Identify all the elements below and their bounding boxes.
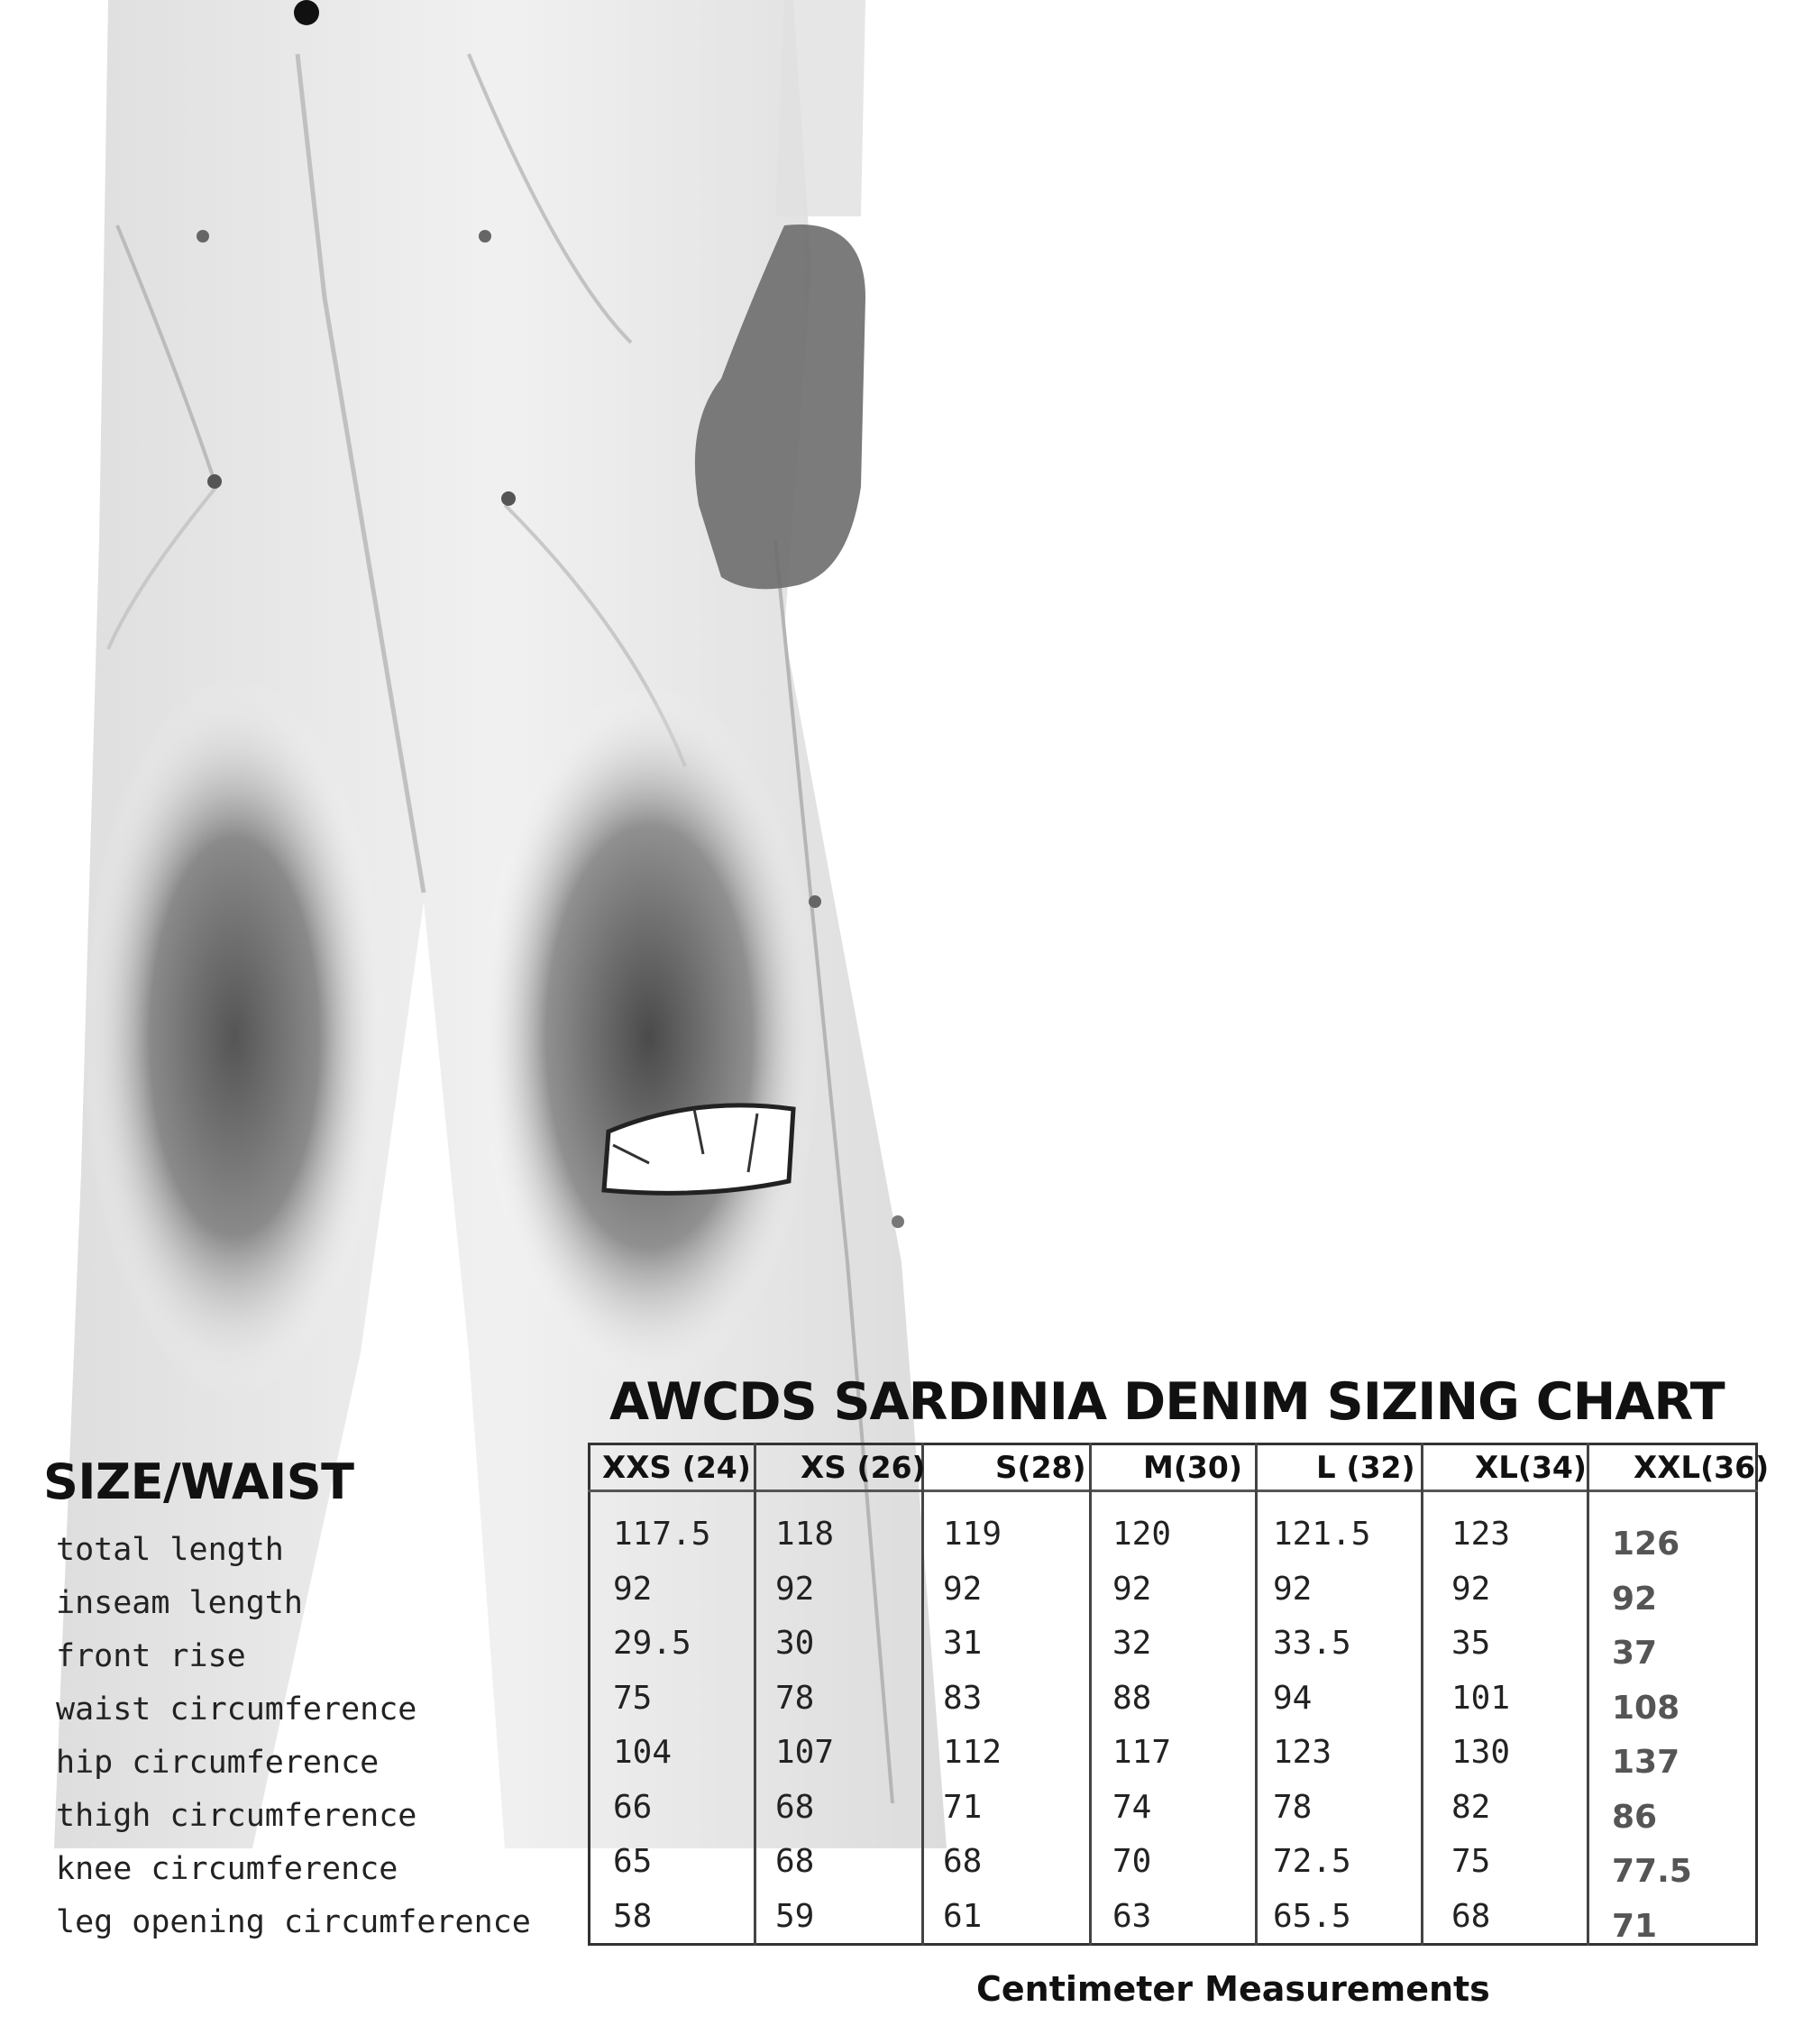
size-waist-header: SIZE/WAIST [43, 1453, 354, 1510]
table-cell: 75 [613, 1679, 653, 1717]
column-header-xs [801, 1446, 926, 1489]
table-cell: 86 [1612, 1798, 1658, 1836]
waist-label: (28) [1017, 1450, 1086, 1485]
table-cell: 74 [1112, 1788, 1152, 1826]
size-label: M [1143, 1450, 1174, 1486]
table-cell: 68 [1451, 1897, 1491, 1935]
size-label: XXS [602, 1450, 672, 1486]
table-cell: 92 [613, 1570, 653, 1608]
row-label: total length [56, 1532, 284, 1568]
table-cell: 32 [1112, 1625, 1152, 1662]
waist-label: (36) [1700, 1450, 1770, 1485]
table-cell: 77.5 [1612, 1853, 1692, 1890]
table-cell: 58 [613, 1897, 653, 1935]
table-cell: 92 [1612, 1580, 1658, 1618]
table-cell: 126 [1612, 1526, 1680, 1563]
size-label: XS [801, 1450, 847, 1486]
table-cell: 120 [1112, 1516, 1172, 1553]
table-cell: 68 [775, 1788, 815, 1826]
table-cell: 68 [775, 1843, 815, 1880]
column-values-xxl [1612, 1517, 1692, 1954]
table-cell: 61 [943, 1897, 983, 1935]
table-cell: 121.5 [1273, 1516, 1371, 1553]
column-header-l [1316, 1446, 1415, 1489]
column-divider [921, 1443, 924, 1946]
table-cell: 71 [943, 1788, 983, 1826]
column-values-l [1273, 1508, 1370, 1944]
column-divider [754, 1443, 756, 1946]
table-cell: 119 [943, 1516, 1002, 1553]
table-cell: 117.5 [613, 1516, 711, 1553]
table-cell: 65 [613, 1843, 653, 1880]
table-cell: 66 [613, 1788, 653, 1826]
table-cell: 92 [943, 1570, 983, 1608]
table-cell: 92 [1112, 1570, 1152, 1608]
table-cell: 92 [1273, 1570, 1313, 1608]
table-cell: 92 [1451, 1570, 1491, 1608]
waist-label: (34) [1517, 1450, 1587, 1485]
table-cell: 92 [775, 1570, 815, 1608]
chart-title: AWCDS SARDINIA DENIM SIZING CHART [609, 1372, 1725, 1432]
table-cell: 137 [1612, 1744, 1680, 1781]
table-cell: 72.5 [1273, 1843, 1351, 1880]
table-cell: 117 [1112, 1734, 1172, 1771]
table-cell: 78 [1273, 1788, 1313, 1826]
table-cell: 107 [775, 1734, 835, 1771]
table-cell: 94 [1273, 1679, 1313, 1717]
row-label: hip circumference [56, 1745, 380, 1781]
column-values-m [1112, 1508, 1171, 1944]
table-cell: 68 [943, 1843, 983, 1880]
column-values-xs [775, 1508, 834, 1944]
table-cell: 75 [1451, 1843, 1491, 1880]
row-label: leg opening circumference [56, 1904, 531, 1940]
size-label: XXL [1634, 1450, 1701, 1486]
units-footnote: Centimeter Measurements [976, 1969, 1490, 2009]
row-label: waist circumference [56, 1691, 417, 1728]
column-divider [1255, 1443, 1258, 1946]
header-divider [588, 1489, 1758, 1492]
waist-label: (32) [1346, 1450, 1415, 1485]
row-label: inseam length [56, 1585, 303, 1621]
size-label: S [995, 1450, 1018, 1486]
size-label: XL [1475, 1450, 1518, 1486]
table-cell: 63 [1112, 1897, 1152, 1935]
column-values-xl [1451, 1508, 1510, 1944]
waist-label: (26) [856, 1450, 926, 1485]
table-cell: 65.5 [1273, 1897, 1351, 1935]
table-cell: 59 [775, 1897, 815, 1935]
table-cell: 88 [1112, 1679, 1152, 1717]
table-cell: 71 [1612, 1907, 1658, 1945]
table-cell: 104 [613, 1734, 673, 1771]
column-header-xl [1475, 1446, 1587, 1489]
waist-label: (24) [682, 1450, 751, 1485]
table-cell: 118 [775, 1516, 835, 1553]
row-label: knee circumference [56, 1851, 398, 1887]
measurement-labels [56, 1524, 531, 1949]
table-cell: 70 [1112, 1843, 1152, 1880]
column-values-xxs [613, 1508, 710, 1944]
table-cell: 78 [775, 1679, 815, 1717]
waist-label: (30) [1173, 1450, 1242, 1485]
table-cell: 83 [943, 1679, 983, 1717]
size-label: L [1316, 1450, 1336, 1486]
table-cell: 123 [1451, 1516, 1511, 1553]
column-header-xxl [1634, 1446, 1769, 1489]
table-cell: 112 [943, 1734, 1002, 1771]
table-cell: 31 [943, 1625, 983, 1662]
column-header-m [1143, 1446, 1242, 1489]
table-cell: 123 [1273, 1734, 1332, 1771]
column-divider [1587, 1443, 1589, 1946]
column-header-s [995, 1446, 1086, 1489]
table-cell: 108 [1612, 1689, 1680, 1727]
table-cell: 37 [1612, 1635, 1658, 1672]
sizing-table [588, 1443, 1758, 1946]
row-label: thigh circumference [56, 1798, 417, 1834]
table-cell: 29.5 [613, 1625, 691, 1662]
table-cell: 35 [1451, 1625, 1491, 1662]
table-cell: 130 [1451, 1734, 1511, 1771]
table-cell: 82 [1451, 1788, 1491, 1826]
column-divider [1421, 1443, 1423, 1946]
table-cell: 33.5 [1273, 1625, 1351, 1662]
table-cell: 30 [775, 1625, 815, 1662]
row-label: front rise [56, 1638, 246, 1674]
column-divider [1089, 1443, 1092, 1946]
table-cell: 101 [1451, 1679, 1511, 1717]
column-values-s [943, 1508, 1002, 1944]
column-header-xxs [602, 1446, 751, 1489]
